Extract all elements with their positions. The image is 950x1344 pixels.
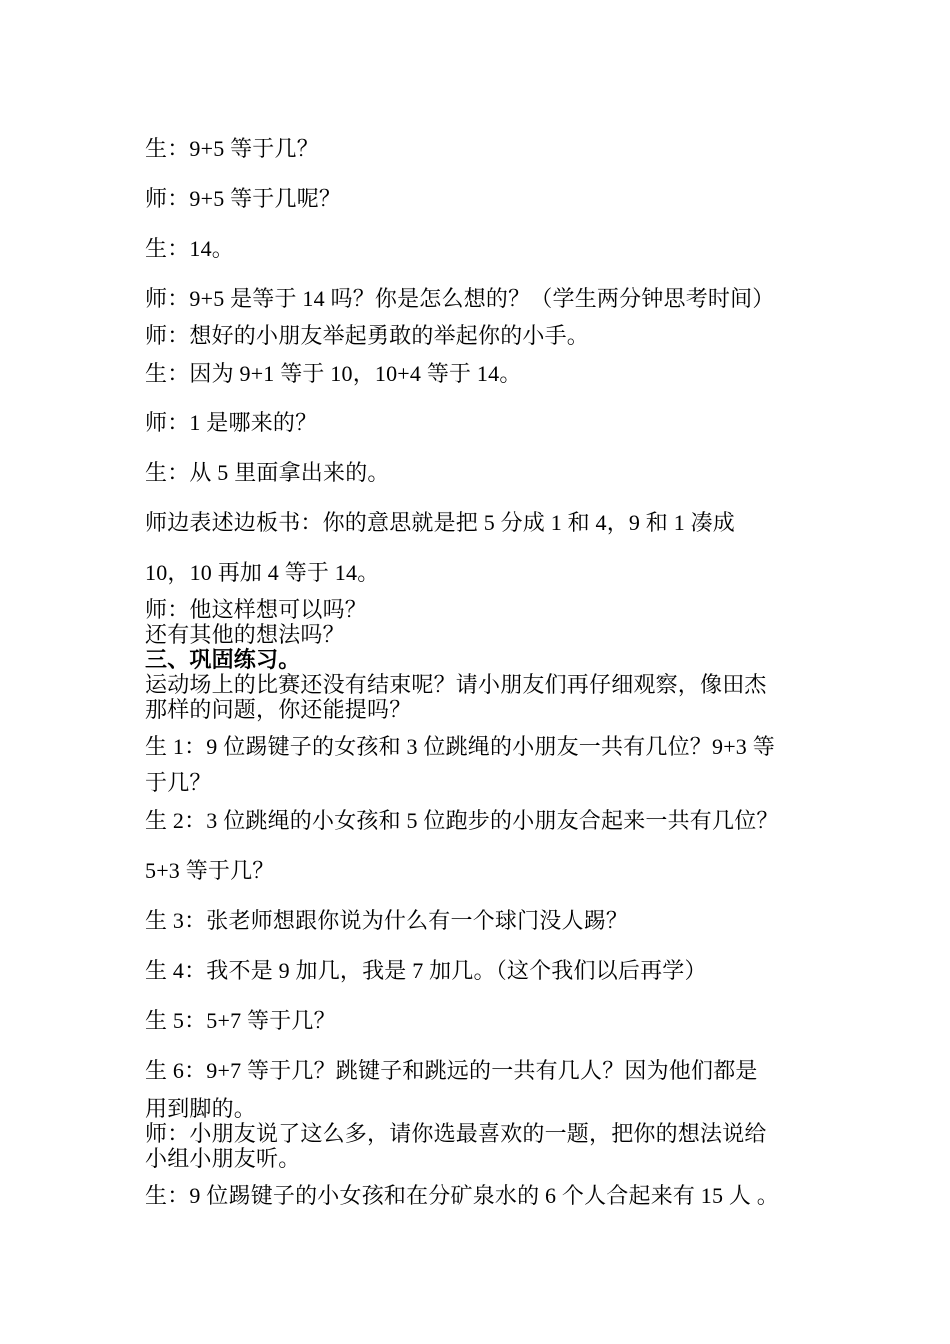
- text-line: 生 2：3 位跳绳的小女孩和 5 位跑步的小朋友合起来一共有几位？: [145, 808, 779, 833]
- text-line: 生 6：9+7 等于几？跳键子和跳远的一共有几人？因为他们都是: [145, 1058, 758, 1083]
- text-line: 生 4：我不是 9 加几，我是 7 加几。（这个我们以后再学）: [145, 958, 707, 983]
- text-line: 师边表述边板书：你的意思就是把 5 分成 1 和 4，9 和 1 凑成: [145, 510, 736, 535]
- text-line: 还有其他的想法吗？: [145, 622, 345, 647]
- text-line: 生：14。: [145, 236, 235, 261]
- text-line: 生：9+5 等于几？: [145, 136, 319, 161]
- text-line: 于几？: [145, 770, 212, 795]
- text-line: 5+3 等于几？: [145, 858, 275, 883]
- text-line: 师：9+5 等于几呢？: [145, 186, 342, 211]
- section-heading: 三、巩固练习。: [145, 647, 301, 672]
- text-line: 师：小朋友说了这么多，请你选最喜欢的一题，把你的想法说给: [145, 1121, 767, 1146]
- text-line: 小组小朋友听。: [145, 1146, 301, 1171]
- text-line: 生 3：张老师想跟你说为什么有一个球门没人踢？: [145, 908, 629, 933]
- text-line: 师：想好的小朋友举起勇敢的举起你的小手。: [145, 323, 590, 348]
- text-line: 10，10 再加 4 等于 14。: [145, 560, 380, 585]
- text-line: 生 5：5+7 等于几？: [145, 1008, 336, 1033]
- text-line: 师：9+5 是等于 14 吗？你是怎么想的？（学生两分钟思考时间）: [145, 286, 775, 311]
- text-line: 生：9 位踢键子的小女孩和在分矿泉水的 6 个人合起来有 15 人 。: [145, 1183, 780, 1208]
- text-line: 生：因为 9+1 等于 10，10+4 等于 14。: [145, 361, 522, 386]
- text-line: 运动场上的比赛还没有结束呢？请小朋友们再仔细观察，像田杰: [145, 672, 767, 697]
- text-line: 生 1：9 位踢键子的女孩和 3 位跳绳的小朋友一共有几位？9+3 等: [145, 734, 775, 759]
- text-line: 用到脚的。: [145, 1096, 257, 1121]
- text-line: 师：1 是哪来的？: [145, 410, 318, 435]
- text-line: 那样的问题，你还能提吗？: [145, 697, 412, 722]
- text-line: 生：从 5 里面拿出来的。: [145, 460, 390, 485]
- text-line: 师：他这样想可以吗？: [145, 597, 368, 622]
